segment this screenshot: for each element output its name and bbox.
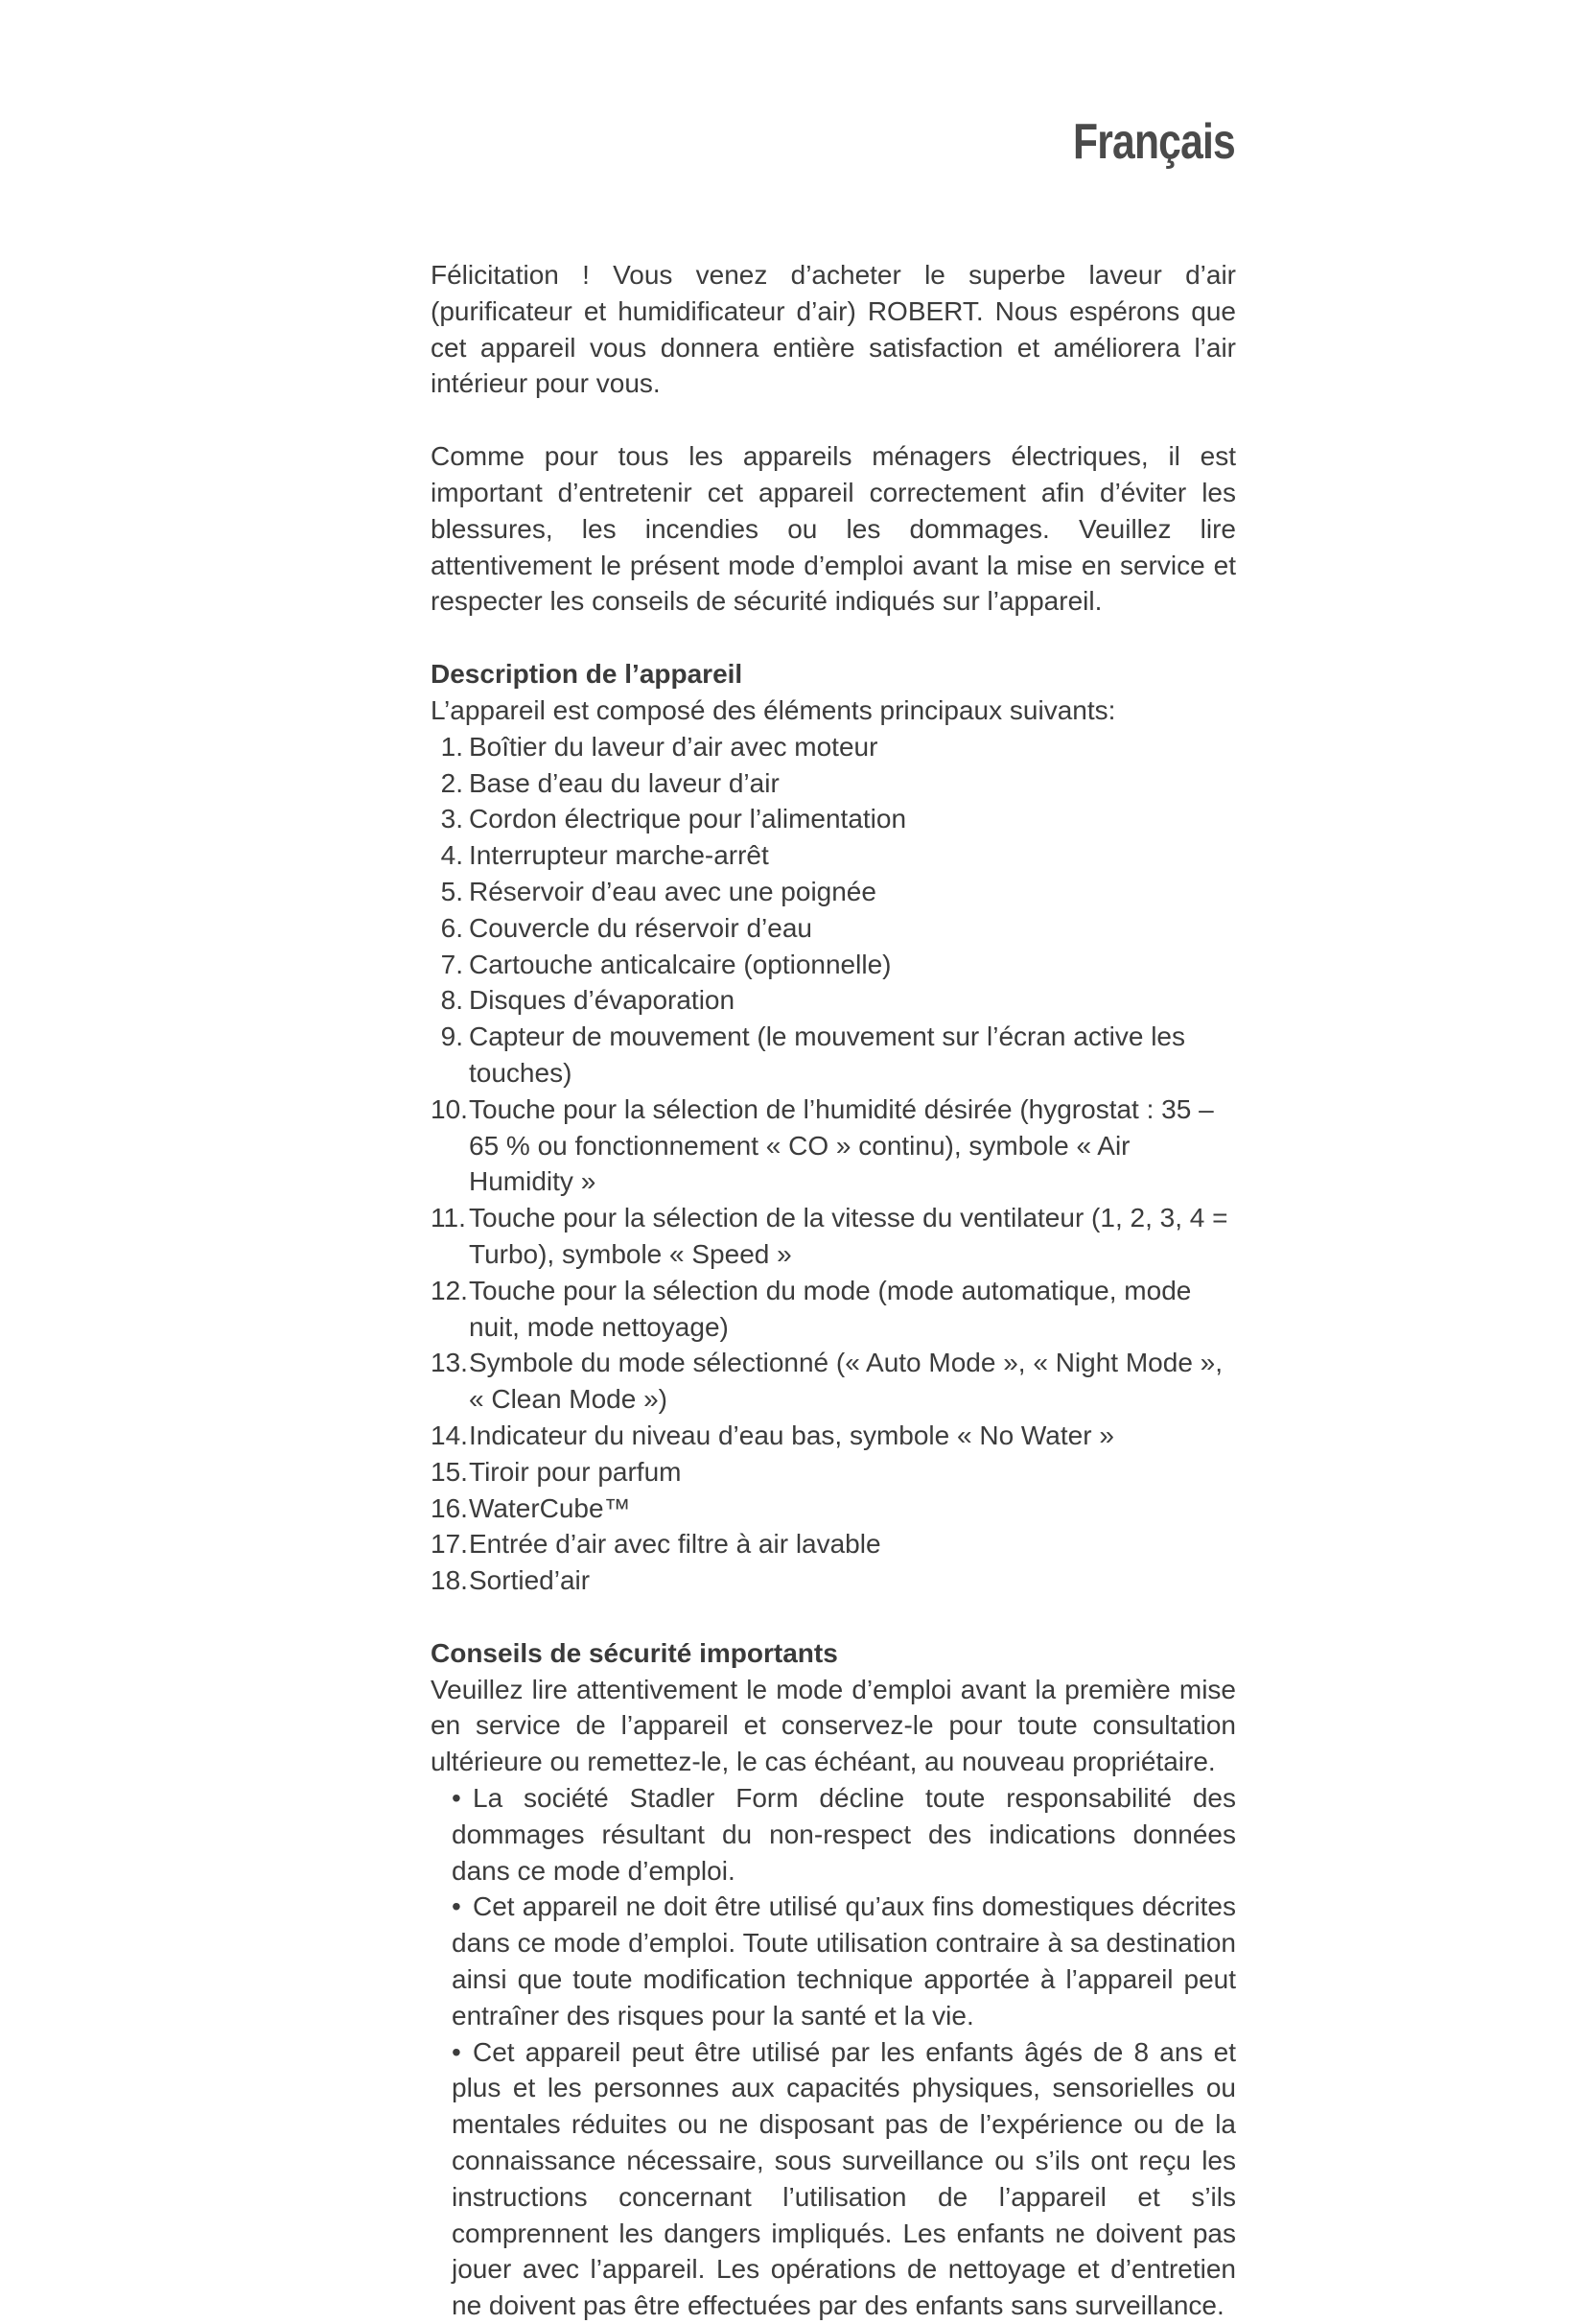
list-item-text: Touche pour la sélection du mode (mode automatique, mode nuit, mode nettoyage) <box>469 1275 1192 1342</box>
list-item-number: 3. <box>440 804 463 834</box>
list-item-text: Interrupteur marche-arrêt <box>469 840 769 871</box>
list-item <box>431 910 1236 947</box>
list-item <box>431 1019 1236 1092</box>
list-item-number: 11. <box>431 1203 466 1233</box>
bullet-icon: • <box>452 2036 461 2067</box>
list-item <box>431 1092 1236 1200</box>
list-item-number: 4. <box>440 840 463 871</box>
list-item-text: Cordon électrique pour l’alimentation <box>469 804 907 834</box>
list-item-number: 7. <box>440 949 463 979</box>
list-item-number: 5. <box>440 876 463 906</box>
list-item-number: 18. <box>431 1565 468 1596</box>
list-item-text: WaterCube™ <box>469 1492 631 1523</box>
list-item <box>431 1200 1236 1273</box>
list-item <box>431 1345 1236 1418</box>
list-item-text: Symbole du mode sélectionné (« Auto Mode », « Night Mode », « Clean Mode ») <box>469 1348 1224 1415</box>
list-item-text: Entrée d’air avec filtre à air lavable <box>469 1529 881 1560</box>
list-item-number: 2. <box>440 767 463 798</box>
list-item-text: Capteur de mouvement (le mouvement sur l’écran active les touches) <box>469 1021 1186 1088</box>
list-item-number: 6. <box>440 912 463 943</box>
section-heading-safety: Conseils de sécurité importants <box>431 1637 838 1668</box>
list-item <box>431 801 1236 837</box>
list-item <box>452 2034 1236 2324</box>
list-item-text: Touche pour la sélection de la vitesse du ventilateur (1, 2, 3, 4 = Turbo), symbole « Speed » <box>469 1203 1228 1269</box>
list-item <box>431 1454 1236 1491</box>
list-item <box>431 1418 1236 1454</box>
list-item <box>431 947 1236 983</box>
list-item-text: Cartouche anticalcaire (optionnelle) <box>469 949 892 979</box>
list-item-number: 17. <box>431 1529 468 1560</box>
safety-bullet-list <box>431 1780 1236 2324</box>
parts-list <box>431 729 1236 1599</box>
list-item-number: 15. <box>431 1456 468 1487</box>
list-item <box>452 1889 1236 2033</box>
section-heading-description: Description de l’appareil <box>431 659 743 690</box>
list-item <box>431 1562 1236 1599</box>
list-item-text: Couvercle du réservoir d’eau <box>469 912 812 943</box>
list-item-number: 1. <box>440 731 463 762</box>
list-item <box>431 837 1236 874</box>
list-item-number: 10. <box>431 1093 468 1124</box>
list-item-number: 13. <box>431 1348 468 1378</box>
list-item-number: 8. <box>440 985 463 1016</box>
list-item-text: Sortied’air <box>469 1565 591 1596</box>
list-item-text: Touche pour la sélection de l’humidité désirée (hygrostat : 35 – 65 % ou fonctionnement « CO » continu), symbole « Air Humidity » <box>469 1093 1214 1197</box>
list-item-text: Tiroir pour parfum <box>469 1456 682 1487</box>
list-item <box>431 874 1236 910</box>
list-item-text: Boîtier du laveur d’air avec moteur <box>469 731 878 762</box>
list-item-number: 14. <box>431 1420 468 1450</box>
bullet-text: La société Stadler Form décline toute responsabilité des dommages résultant du non-respect des indications données dans ce mode d’emploi. <box>452 1783 1236 1886</box>
safety-lead: Veuillez lire attentivement le mode d’emploi avant la première mise en service de l’appareil et conservez-le pour toute consultation ultérieure ou remettez-le, le cas échéant, au nouveau propriétaire. <box>431 1674 1236 1777</box>
list-item-text: Disques d’évaporation <box>469 985 735 1016</box>
list-item-text: Base d’eau du laveur d’air <box>469 767 780 798</box>
intro-paragraph-1: Félicitation ! Vous venez d’acheter le superbe laveur d’air (purificateur et humidificateur d’air) ROBERT. Nous espérons que cet appareil vous donnera entière satisfaction et améliorera l’air intérieur pour vous. <box>431 260 1236 399</box>
page-language-title: Français <box>1073 114 1235 170</box>
list-item <box>431 1491 1236 1527</box>
list-item <box>431 729 1236 765</box>
list-item <box>452 1780 1236 1889</box>
bullet-text: Cet appareil peut être utilisé par les enfants âgés de 8 ans et plus et les personnes aux capacités physiques, sensorielles ou mentales réduites ou ne disposant pas de l’expérience ou de la connaissance nécessaire, sous surveillance ou s’ils ont reçu les instructions concernant l’utilisation de l’appareil et s’ils comprennent les dangers impliqués. Les enfants ne doivent pas jouer avec l’appareil. Les opérations de nettoyage et d’entretien ne doivent pas être effectuées par des enfants sans surveillance. <box>452 2036 1236 2321</box>
document-body <box>431 257 1236 2324</box>
list-item-text: Réservoir d’eau avec une poignée <box>469 876 876 906</box>
list-item <box>431 1273 1236 1346</box>
bullet-icon: • <box>452 1891 461 1922</box>
list-item <box>431 982 1236 1019</box>
description-lead: L’appareil est composé des éléments principaux suivants: <box>431 694 1116 725</box>
bullet-text: Cet appareil ne doit être utilisé qu’aux fins domestiques décrites dans ce mode d’emploi. Toute utilisation contraire à sa destination ainsi que toute modification technique apportée à l’appareil peut entraîner des risques pour la santé et la vie. <box>452 1891 1236 2031</box>
list-item-number: 16. <box>431 1492 468 1523</box>
intro-paragraph-2: Comme pour tous les appareils ménagers électriques, il est important d’entretenir cet appareil correctement afin d’éviter les blessures, les incendies ou les dommages. Veuillez lire attentivement le présent mode d’emploi avant la mise en service et respecter les conseils de sécurité indiqués sur l’appareil. <box>431 441 1236 617</box>
list-item <box>431 1526 1236 1562</box>
list-item-number: 9. <box>440 1021 463 1052</box>
list-item-number: 12. <box>431 1275 468 1305</box>
list-item-text: Indicateur du niveau d’eau bas, symbole « No Water » <box>469 1420 1114 1450</box>
bullet-icon: • <box>452 1783 461 1814</box>
list-item <box>431 765 1236 802</box>
